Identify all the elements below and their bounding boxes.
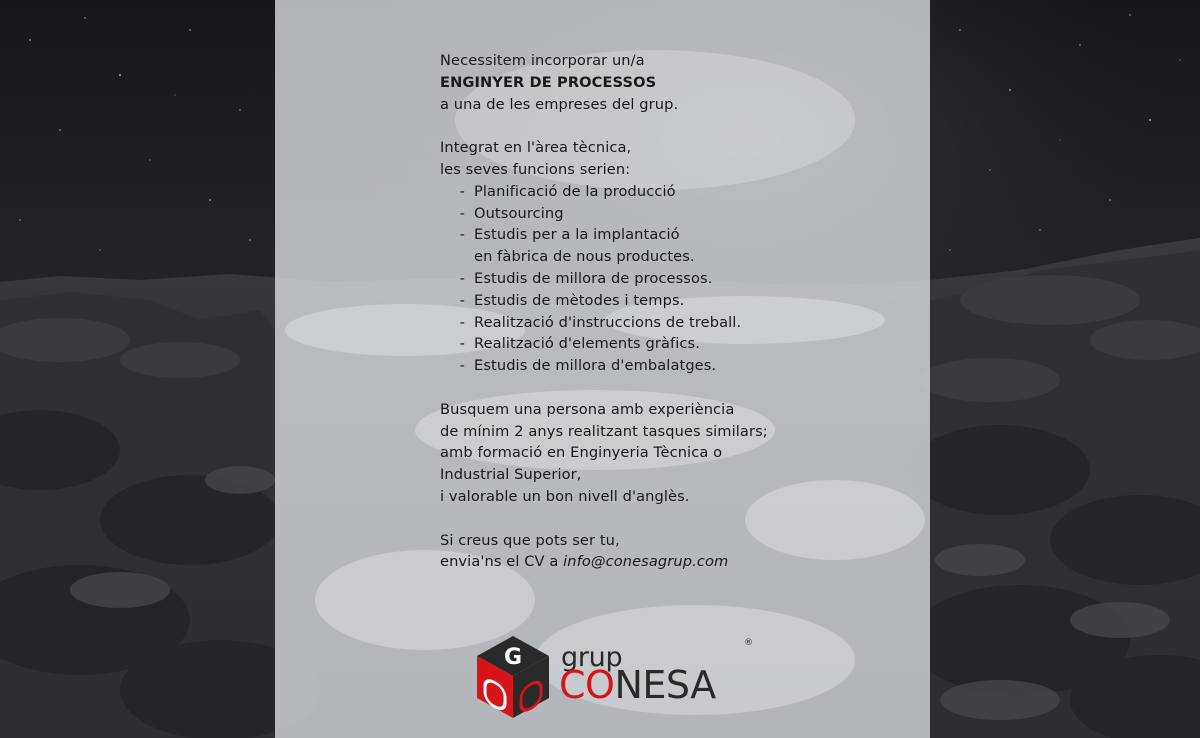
list-item-text: Planificació de la producció xyxy=(474,182,676,200)
requirements-line: i valorable un bon nivell d'anglès. xyxy=(440,487,690,505)
list-item-text: Realització d'instruccions de treball. xyxy=(474,313,742,331)
contact-email-link[interactable]: info@conesagrup.com xyxy=(563,553,729,571)
spacer xyxy=(440,377,880,399)
contact-line: Si creus que pots ser tu, xyxy=(440,531,620,549)
contact-line xyxy=(440,551,880,573)
list-item-text: Estudis de millora d'embalatges. xyxy=(474,357,717,375)
requirements-line: Industrial Superior, xyxy=(440,466,582,484)
list-item-text: Estudis de millora de processos. xyxy=(474,269,713,287)
spacer xyxy=(440,115,880,137)
cube-letter: G xyxy=(503,645,523,670)
list-item xyxy=(440,355,880,377)
list-item xyxy=(440,203,880,225)
list-item-text: Outsourcing xyxy=(474,204,564,222)
functions-list xyxy=(440,181,880,377)
intro-line: Necessitem incorporar un/a xyxy=(440,52,645,69)
list-item-text: Estudis de mètodes i temps. xyxy=(474,291,685,309)
list-item xyxy=(440,181,880,203)
list-dash: - xyxy=(459,313,465,331)
content-panel xyxy=(275,0,930,738)
conesa-cube-logo-icon xyxy=(473,634,553,720)
list-dash: - xyxy=(459,204,465,222)
contact-prefix: envia'ns el CV a xyxy=(440,553,564,571)
list-dash: - xyxy=(459,182,465,200)
spacer xyxy=(440,508,880,530)
list-dash: - xyxy=(459,226,465,244)
functions-intro: les seves funcions serien: xyxy=(440,160,631,178)
list-item xyxy=(440,268,880,290)
grup-conesa-logo xyxy=(473,634,763,724)
list-dash: - xyxy=(459,357,465,375)
list-item-text: Realització d'elements gràfics. xyxy=(474,335,700,353)
logo-grup-text: grup xyxy=(561,642,623,673)
list-item-text: Estudis per a la implantació xyxy=(474,226,680,244)
requirements-line: amb formació en Enginyeria Tècnica o xyxy=(440,444,723,462)
list-dash: - xyxy=(459,335,465,353)
list-item-continuation: en fàbrica de nous productes. xyxy=(474,248,695,266)
logo-conesa-dark: NESA xyxy=(614,663,716,707)
intro-line: a una de les empreses del grup. xyxy=(440,95,679,113)
list-dash: - xyxy=(459,269,465,287)
job-title: ENGINYER DE PROCESSOS xyxy=(440,73,657,91)
requirements-line: Busquem una persona amb experiència xyxy=(440,400,735,418)
logo-conesa-text xyxy=(559,664,716,706)
list-item xyxy=(440,333,880,355)
list-item xyxy=(440,312,880,334)
requirements-line: de mínim 2 anys realitzant tasques similars; xyxy=(440,422,768,440)
list-dash: - xyxy=(459,291,465,309)
list-item xyxy=(440,290,880,312)
logo-conesa-red: CO xyxy=(559,663,615,707)
job-posting-text xyxy=(440,50,880,573)
functions-intro: Integrat en l'àrea tècnica, xyxy=(440,139,632,157)
list-item xyxy=(440,224,880,268)
registered-mark: ® xyxy=(744,638,753,648)
